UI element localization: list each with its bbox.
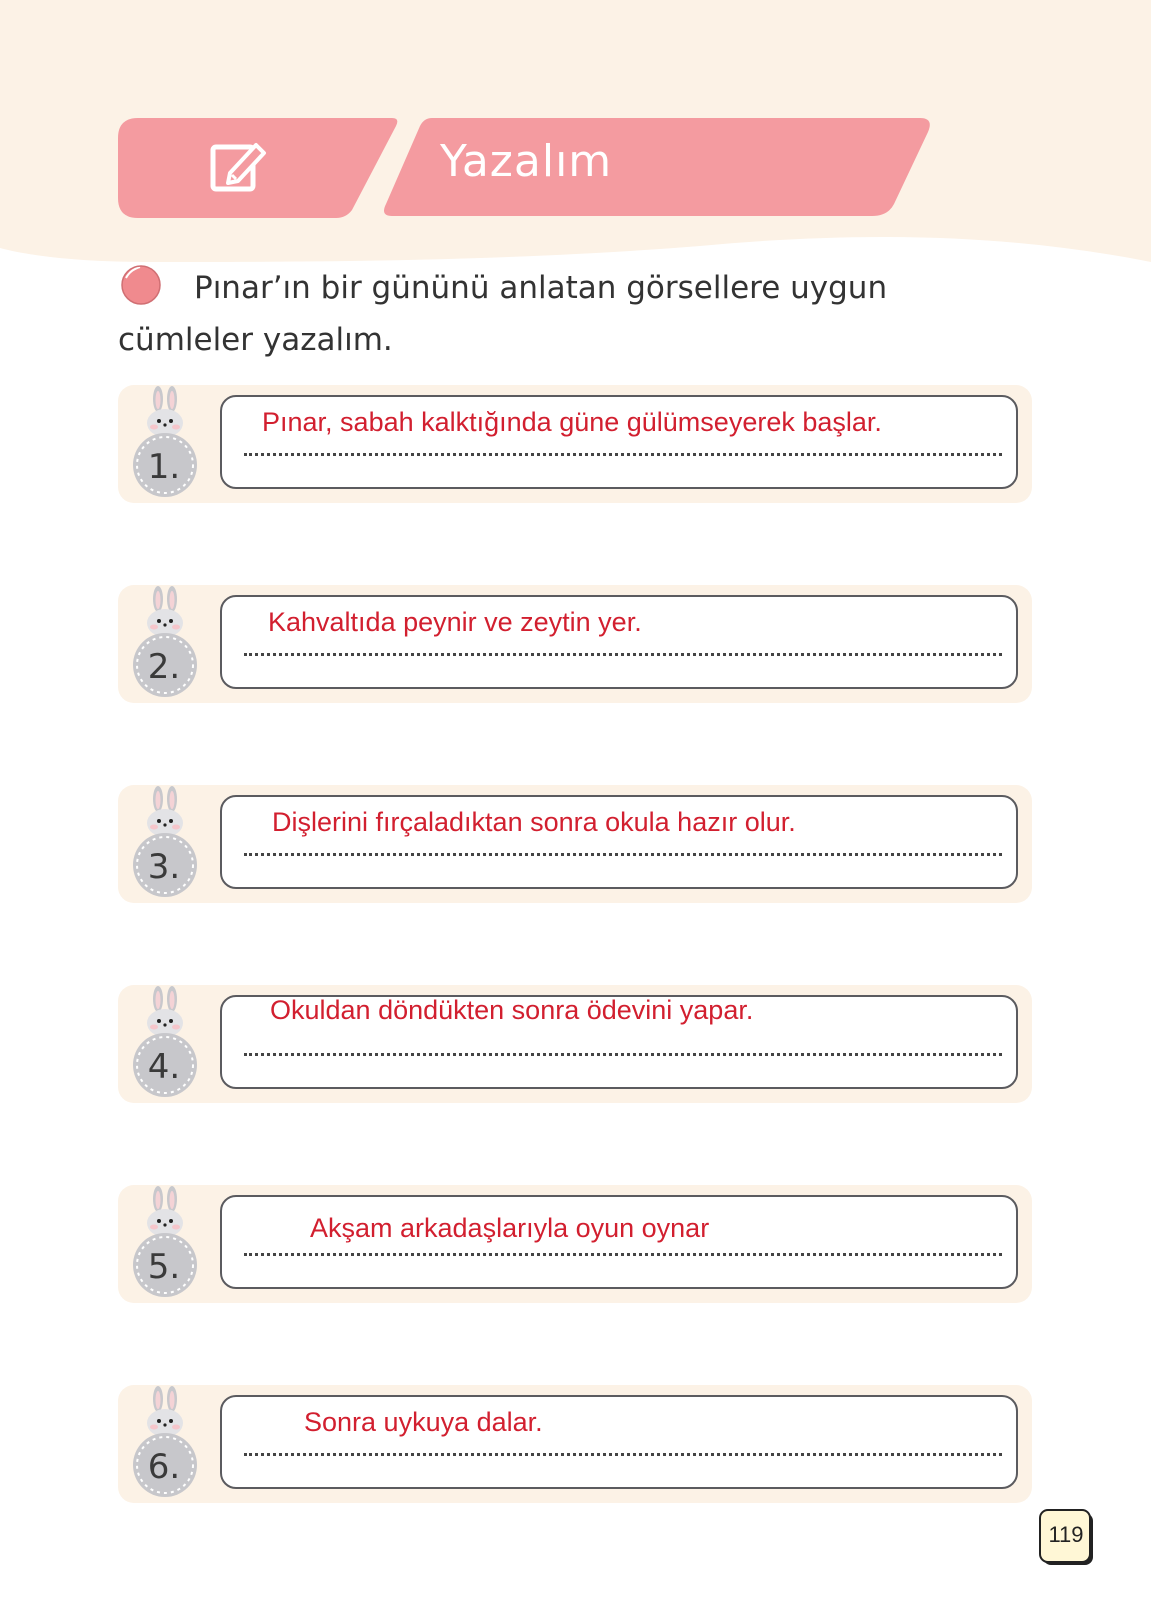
item-number: 5. <box>147 1247 181 1287</box>
item-number: 3. <box>147 847 181 887</box>
dotted-writing-line <box>244 653 1002 656</box>
section-banner <box>0 0 1151 230</box>
item-number: 4. <box>147 1047 181 1087</box>
answer-text: Okuldan döndükten sonra ödevini yapar. <box>270 995 754 1025</box>
exercise-row <box>118 985 1032 1103</box>
exercise-row <box>118 585 1032 703</box>
item-number: 2. <box>147 647 181 687</box>
exercise-row <box>118 385 1032 503</box>
answer-text: Sonra uykuya dalar. <box>304 1407 543 1437</box>
item-number: 1. <box>147 447 181 487</box>
dotted-writing-line <box>244 453 1002 456</box>
item-number: 6. <box>147 1447 181 1487</box>
answer-text: Dişlerini fırçaladıktan sonra okula hazır olur. <box>272 807 796 837</box>
answer-text: Kahvaltıda peynir ve zeytin yer. <box>268 607 642 637</box>
answer-field[interactable] <box>220 1395 1018 1489</box>
answer-field[interactable] <box>220 595 1018 689</box>
answer-field[interactable] <box>220 795 1018 889</box>
dotted-writing-line <box>244 1453 1002 1456</box>
dotted-writing-line <box>244 853 1002 856</box>
exercise-row <box>118 785 1032 903</box>
edit-icon <box>210 135 268 193</box>
section-title: Yazalım <box>440 136 613 187</box>
answer-field[interactable] <box>220 995 1018 1089</box>
answer-field[interactable] <box>220 395 1018 489</box>
page-number: 119 <box>1048 1522 1084 1547</box>
answer-text: Akşam arkadaşlarıyla oyun oynar <box>310 1213 710 1243</box>
dotted-writing-line <box>244 1253 1002 1256</box>
exercise-row <box>118 1185 1032 1303</box>
answer-text: Pınar, sabah kalktığında güne gülümseyerek başlar. <box>262 407 882 437</box>
instruction-text: Pınar’ın bir gününü anlatan görsellere uygun cümleler yazalım. <box>118 270 888 358</box>
exercise-row <box>118 1385 1032 1503</box>
dotted-writing-line <box>244 1053 1002 1056</box>
answer-field[interactable] <box>220 1195 1018 1289</box>
